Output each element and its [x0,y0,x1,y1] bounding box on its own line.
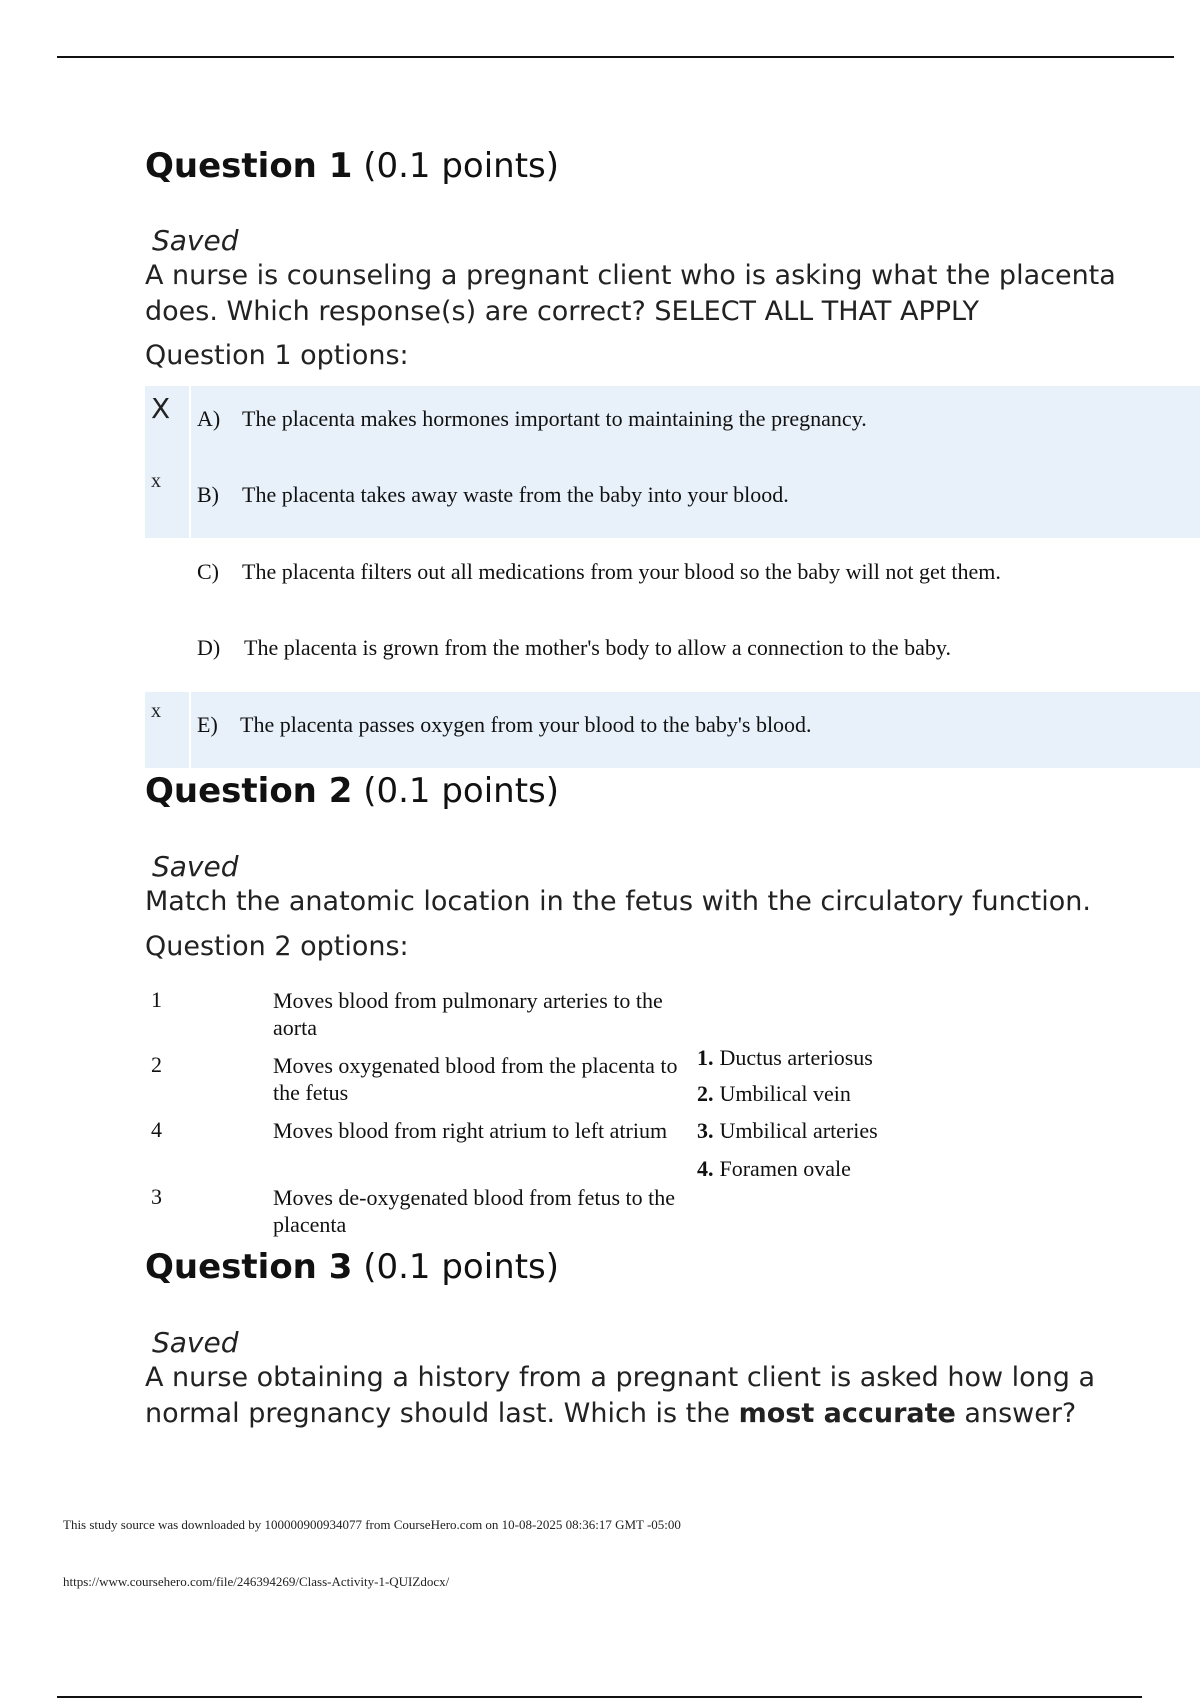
option-letter: A) [197,406,221,431]
match-answer-select[interactable]: 2 [151,1052,162,1077]
match-answer-select[interactable]: 1 [151,987,162,1012]
option-c-mark-cell[interactable] [145,539,191,615]
match-answer-select[interactable]: 3 [151,1184,162,1209]
selected-mark: x [151,700,161,722]
question-1-option-c[interactable] [145,539,1200,615]
option-letter: E) [197,712,218,737]
choice-text: Foramen ovale [719,1156,851,1181]
option-letter: B) [197,482,219,507]
option-letter: C) [197,559,219,584]
match-choice-2 [697,1081,851,1107]
bottom-rule [57,1696,1142,1698]
question-1-title [145,146,559,186]
match-answer-select[interactable]: 4 [151,1117,162,1142]
option-text: The placenta passes oxygen from your blood to the baby's blood. [240,712,812,737]
match-choice-1 [697,1045,873,1071]
question-1-option-e[interactable] [145,692,1200,768]
question-2-saved-status: Saved [152,850,239,883]
option-text: The placenta makes hormones important to maintaining the pregnancy. [242,406,867,431]
question-2-options-label: Question 2 options: [145,931,409,962]
match-description: Moves de-oxygenated blood from fetus to the placenta [273,1185,676,1237]
prompt-text: answer? [955,1398,1077,1429]
question-1-option-b[interactable] [145,462,1200,538]
source-url: https://www.coursehero.com/file/246394269/Class-Activity-1-QUIZdocx/ [63,1574,450,1589]
option-d-mark-cell[interactable] [145,615,191,691]
top-rule [57,56,1174,58]
question-3-saved-status: Saved [152,1326,239,1359]
question-1-points: (0.1 points) [363,146,560,186]
question-2-number: Question 2 [145,771,353,811]
prompt-emphasis: most accurate [738,1398,956,1429]
option-a-mark-cell[interactable] [145,386,191,462]
question-1-option-a[interactable] [145,386,1200,462]
selected-mark: X [151,392,171,425]
question-2-points: (0.1 points) [363,771,560,811]
question-1-prompt [145,258,1145,330]
question-2-title [145,771,559,811]
match-choice-4 [697,1156,851,1182]
choice-text: Ductus arteriosus [719,1045,873,1070]
choice-text: Umbilical arteries [719,1118,878,1143]
question-3-prompt-line-1: A nurse obtaining a history from a pregnant client is asked how long a [145,1362,1096,1393]
question-3-prompt-line-2 [145,1396,1145,1432]
question-1-saved-status: Saved [152,224,239,257]
match-description: Moves oxygenated blood from the placenta to the fetus [273,1053,678,1105]
option-text: The placenta is grown from the mother's body to allow a connection to the baby. [244,635,951,660]
option-b-mark-cell[interactable] [145,462,191,538]
option-e-mark-cell[interactable] [145,692,191,768]
question-1-prompt-line-1: A nurse is counseling a pregnant client who is asking what the placenta [145,260,1116,291]
match-description: Moves blood from pulmonary arteries to the aorta [273,988,663,1040]
question-3-points: (0.1 points) [363,1247,560,1287]
question-1-number: Question 1 [145,146,353,186]
question-1-option-d[interactable] [145,615,1200,691]
match-choice-3 [697,1118,878,1144]
question-3-prompt [145,1360,1145,1432]
question-3-number: Question 3 [145,1247,353,1287]
option-text: The placenta takes away waste from the baby into your blood. [242,482,789,507]
question-1-prompt-line-2: does. Which response(s) are correct? SELECT ALL THAT APPLY [145,296,979,327]
download-source-notice: This study source was downloaded by 100000900934077 from CourseHero.com on 10-08-2025 08:36:17 GMT -05:00 [63,1517,681,1532]
match-description: Moves blood from right atrium to left atrium [273,1118,668,1143]
choice-text: Umbilical vein [719,1081,851,1106]
option-text: The placenta filters out all medications from your blood so the baby will not get them. [242,559,1001,584]
question-3-title [145,1247,559,1287]
choice-number: 2. [697,1081,714,1106]
selected-mark: x [151,470,161,492]
prompt-text: normal pregnancy should last. Which is the [145,1398,739,1429]
option-letter: D) [197,635,221,660]
choice-number: 3. [697,1118,714,1143]
question-1-options-label: Question 1 options: [145,340,409,371]
question-2-prompt: Match the anatomic location in the fetus with the circulatory function. [145,886,1091,917]
choice-number: 4. [697,1156,714,1181]
choice-number: 1. [697,1045,714,1070]
